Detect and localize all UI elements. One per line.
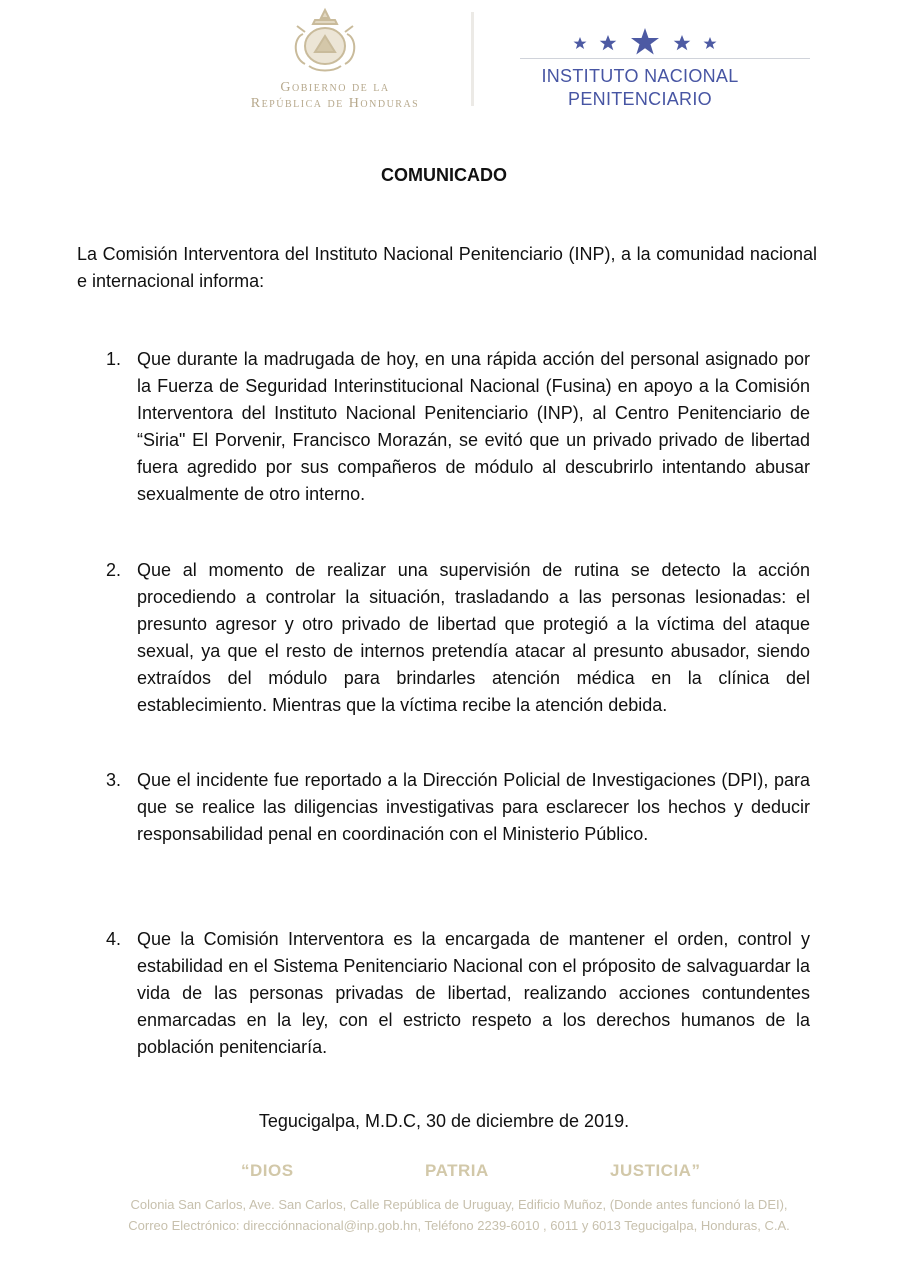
institute-name-line1: INSTITUTO NACIONAL xyxy=(541,66,739,86)
government-logo xyxy=(210,4,460,114)
item-number: 1. xyxy=(106,349,122,369)
item-text: Que el incidente fue reportado a la Dirección Policial de Investigaciones (DPI), para que se realice las diligencias investigativas para esclarecer los hechos y deducir responsabilidad penal en coordinación con el Ministerio Público. xyxy=(137,770,810,844)
item-number: 3. xyxy=(106,770,122,790)
institute-name-line2: PENITENCIARIO xyxy=(568,89,712,109)
footer-address: Colonia San Carlos, Ave. San Carlos, Calle República de Uruguay, Edificio Muñoz, (Donde antes funcionó la DEI), xyxy=(130,1197,788,1212)
item-text: Que al momento de realizar una supervisión de rutina se detecto la acción procediendo a controlar la situación, trasladando a las personas lesionadas: el presunto agresor y otro privado de libertad que protegió a la víctima del ataque sexual, ya que el resto de internos pretendía atacar al presunto abusador, siendo extraídos del módulo para brindarles atención médica en la clínica del establecimiento. Mientras que la víctima recibe la atención debida. xyxy=(137,560,810,715)
intro-paragraph: La Comisión Interventora del Instituto Nacional Penitenciario (INP), a la comunidad nacional e internacional informa: xyxy=(77,244,817,291)
date-line: Tegucigalpa, M.D.C, 30 de diciembre de 2019. xyxy=(258,1111,630,1131)
header-divider xyxy=(471,12,474,106)
motto-dios: “DIOS xyxy=(241,1161,294,1180)
motto-justicia: JUSTICIA” xyxy=(610,1161,701,1180)
item-text: Que la Comisión Interventora es la encargada de mantener el orden, control y estabilidad en el Sistema Penitenciario Nacional con el próposito de salvaguardar la vida de las personas privadas de libertad, realizando acciones contundentes enmarcadas en la ley, con el estricto respeto a los derechos humanos de la población penitenciaría. xyxy=(137,929,810,1057)
header-rule xyxy=(520,58,810,59)
item-number: 2. xyxy=(106,560,122,580)
document-title: COMUNICADO xyxy=(381,165,507,185)
motto-patria: PATRIA xyxy=(425,1161,489,1180)
government-name-line2: República de Honduras xyxy=(250,96,420,111)
item-text: Que durante la madrugada de hoy, en una rápida acción del personal asignado por la Fuerza de Seguridad Interinstitucional Nacional (Fusina) en apoyo a la Comisión Interventora del Instituto Nacional Penitenciario (INP), al Centro Penitenciario de “Siria" El Porvenir, Francisco Morazán, se evitó que un privado privado de libertad fuera agredido por sus compañeros de módulo al descubrirlo intentando abusar sexualmente de otro interno. xyxy=(137,349,810,504)
footer-contact: Correo Electrónico: direcciónnacional@inp.gob.hn, Teléfono 2239-6010 , 6011 y 6013 Tegucigalpa, Honduras, C.A. xyxy=(128,1218,790,1233)
government-name-line1: Gobierno de la xyxy=(280,80,390,95)
stars-icon xyxy=(570,26,720,60)
item-number: 4. xyxy=(106,929,122,949)
honduras-coat-of-arms-icon xyxy=(285,4,365,76)
